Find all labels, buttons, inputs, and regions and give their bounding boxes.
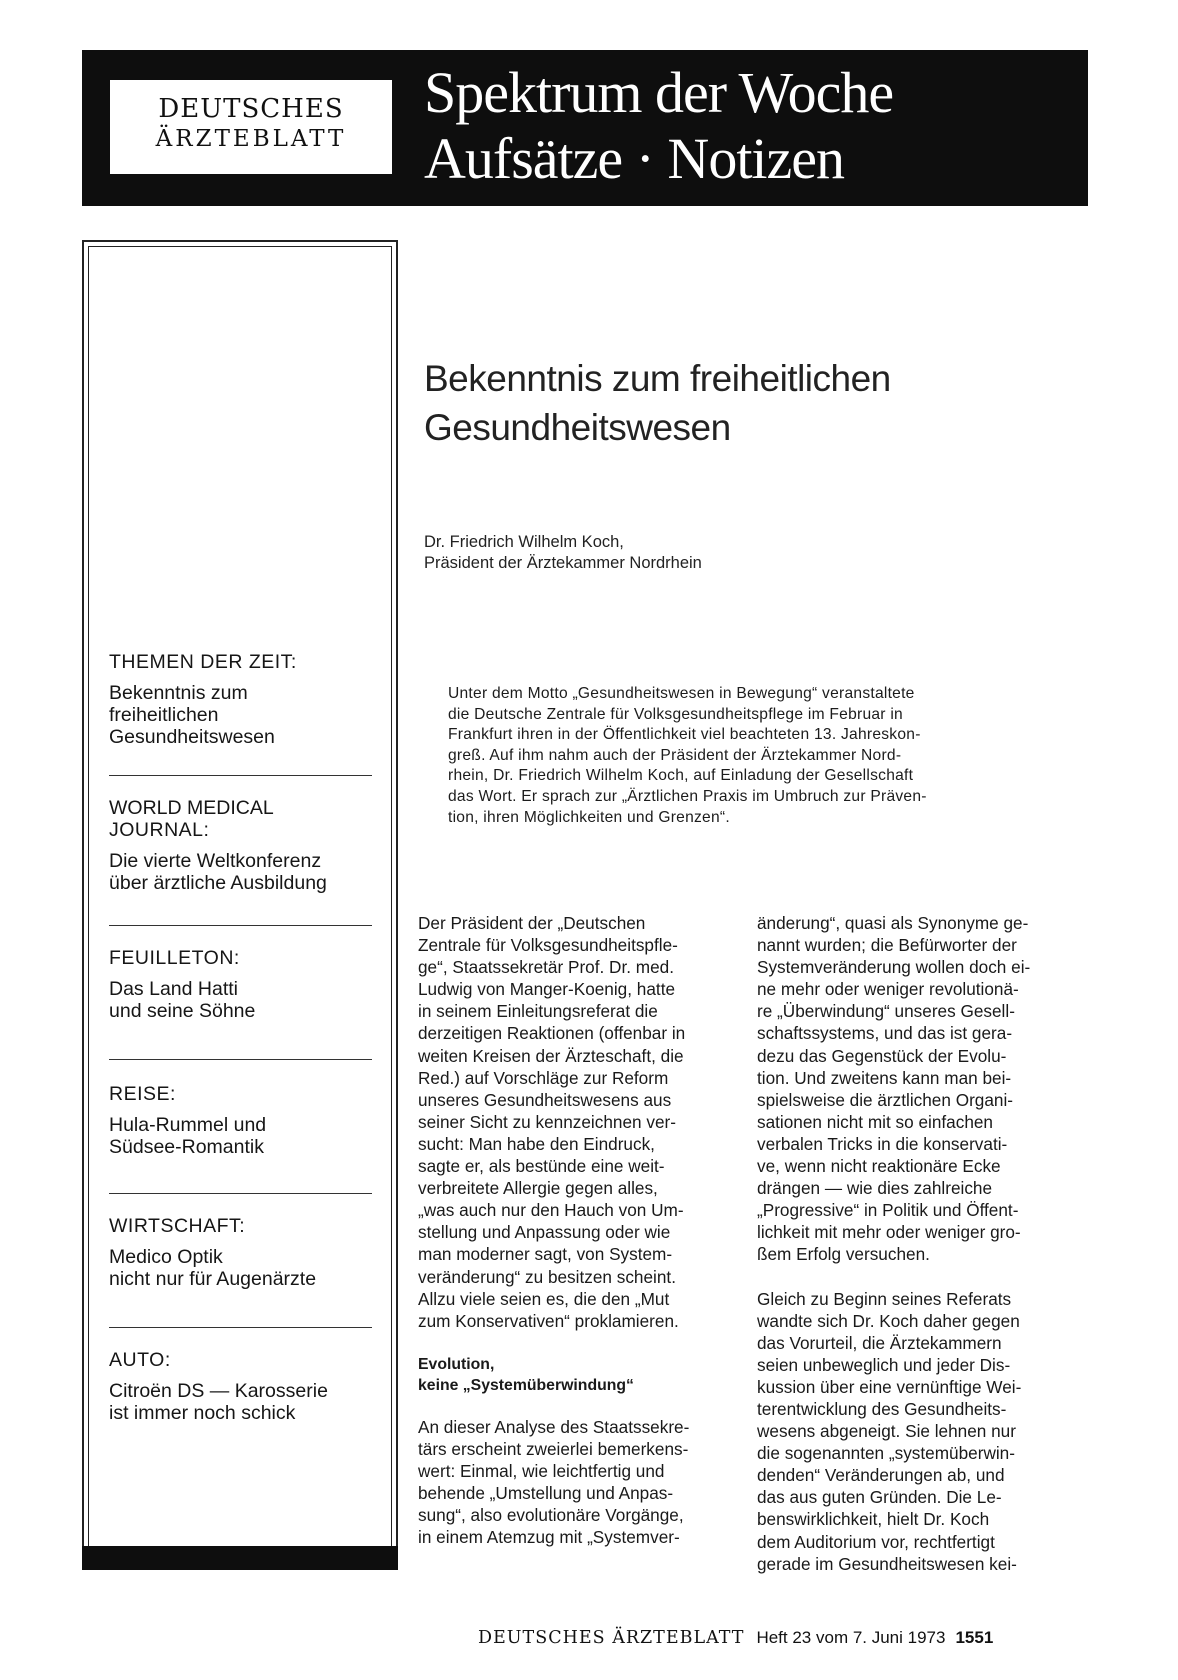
text-line: wesens abgeneigt. Sie lehnen nur	[757, 1421, 1016, 1442]
topic-item: Citroën DS — Karosserie	[109, 1380, 328, 1402]
author-name: Dr. Friedrich Wilhelm Koch,	[424, 533, 624, 551]
text-line: sung“, also evolutionäre Vorgänge,	[418, 1505, 684, 1526]
text-line: verbalen Tricks in die konservati-	[757, 1133, 1008, 1154]
text-line: tion. Und zweitens kann man bei-	[757, 1067, 1012, 1088]
divider	[109, 1059, 372, 1060]
topic-section: THEMEN DER ZEIT:	[109, 651, 297, 673]
subheading: keine „Systemüberwindung“	[418, 1376, 634, 1394]
topic-item: Bekenntnis zum	[109, 682, 248, 704]
text-line: rhein, Dr. Friedrich Wilhelm Koch, auf Einladung der Gesellschaft	[448, 767, 914, 785]
topic-reise	[109, 1083, 379, 1158]
headline-line: Gesundheitswesen	[424, 407, 731, 448]
text-line: zum Konservativen“ proklamieren.	[418, 1310, 679, 1331]
topic-item: nicht nur für Augenärzte	[109, 1268, 317, 1290]
author-title: Präsident der Ärztekammer Nordrhein	[424, 554, 702, 572]
text-line: stellung und Anpassung oder wie	[418, 1222, 671, 1243]
text-line: An dieser Analyse des Staatssekre-	[418, 1416, 690, 1437]
text-line: terentwicklung des Gesundheits-	[757, 1398, 1007, 1419]
subheading: Evolution,	[418, 1355, 495, 1373]
topic-item: Die vierte Weltkonferenz	[109, 850, 322, 872]
footer-magazine-name: DEUTSCHES ÄRZTEBLATT	[478, 1628, 745, 1648]
text-line: Zentrale für Volksgesundheitspfle-	[418, 935, 678, 956]
topic-item: und seine Söhne	[109, 1000, 256, 1022]
text-line: Gleich zu Beginn seines Referats	[757, 1288, 1012, 1309]
text-line: spielsweise die ärztlichen Organi-	[757, 1089, 1014, 1110]
magazine-logo	[110, 80, 392, 174]
contents-sidebar	[82, 240, 398, 1570]
topic-item: über ärztliche Ausbildung	[109, 872, 327, 894]
text-line: die sogenannten „systemüberwin-	[757, 1443, 1015, 1464]
topic-item: ist immer noch schick	[109, 1402, 296, 1424]
text-line: denden“ Veränderungen ab, und	[757, 1465, 1005, 1486]
topic-world-medical-journal	[109, 797, 379, 894]
text-line: wandte sich Dr. Koch daher gegen	[757, 1310, 1020, 1331]
text-line: gerade im Gesundheitswesen kei-	[757, 1553, 1017, 1574]
topic-item: Südsee-Romantik	[109, 1136, 264, 1158]
text-line: schaftssystems, und das ist gera-	[757, 1023, 1013, 1044]
text-line: seiner Sicht zu kennzeichnen ver-	[418, 1111, 676, 1132]
text-line: derzeitigen Reaktionen (offenbar in	[418, 1023, 686, 1044]
topic-feuilleton	[109, 947, 379, 1022]
text-line: sucht: Man habe den Eindruck,	[418, 1133, 655, 1154]
paragraph-gap	[418, 1396, 730, 1416]
text-line: sationen nicht mit so einfachen	[757, 1111, 993, 1132]
text-line: sagte er, als bestünde eine weit-	[418, 1156, 665, 1177]
text-line: behende „Umstellung und Anpas-	[418, 1483, 674, 1504]
paragraph-gap	[418, 1332, 730, 1354]
topic-auto	[109, 1349, 379, 1424]
body-column-left	[418, 912, 730, 1548]
topic-section: REISE:	[109, 1083, 176, 1105]
text-line: man moderner sagt, von System-	[418, 1244, 673, 1265]
topic-item: Das Land Hatti	[109, 978, 238, 1000]
text-line: ßem Erfolg versuchen.	[757, 1244, 930, 1265]
section-title	[424, 60, 893, 192]
footer-issue: Heft 23 vom 7. Juni 1973	[756, 1628, 946, 1647]
page-number: 1551	[955, 1628, 994, 1647]
topic-section: JOURNAL:	[109, 819, 210, 841]
text-line: Ludwig von Manger-Koenig, hatte	[418, 979, 676, 1000]
text-line: das aus guten Gründen. Die Le-	[757, 1487, 1002, 1508]
text-line: Frankfurt ihren in der Öffentlichkeit viel beachteten 13. Jahreskon-	[448, 726, 921, 744]
text-line: dezu das Gegenstück der Evolu-	[757, 1045, 1007, 1066]
text-line: greß. Auf ihm nahm auch der Präsident der Ärztekammer Nord-	[448, 746, 902, 764]
paragraph-gap	[757, 1266, 1075, 1288]
text-line: seien unbeweglich und jeder Dis-	[757, 1354, 1011, 1375]
body-column-right	[757, 912, 1075, 1575]
sidebar-frame	[88, 246, 392, 1564]
text-line: Allzu viele seien es, die den „Mut	[418, 1288, 670, 1309]
logo-line-1: DEUTSCHES	[158, 94, 344, 124]
text-line: Systemveränderung wollen doch ei-	[757, 957, 1031, 978]
text-line: die Deutsche Zentrale für Volksgesundheitspflege im Februar in	[448, 705, 903, 723]
page-footer	[478, 1628, 993, 1648]
topic-item: Medico Optik	[109, 1246, 223, 1268]
text-line: in seinem Einleitungsreferat die	[418, 1001, 658, 1022]
topic-section: AUTO:	[109, 1349, 171, 1371]
text-line: ve, wenn nicht reaktionäre Ecke	[757, 1156, 1001, 1177]
text-line: „Progressive“ in Politik und Öffent-	[757, 1200, 1019, 1221]
topic-section: WIRTSCHAFT:	[109, 1215, 246, 1237]
section-title-line-2: Aufsätze · Notizen	[424, 126, 845, 191]
topic-item: Hula-Rummel und	[109, 1114, 267, 1136]
text-line: Der Präsident der „Deutschen	[418, 913, 646, 933]
text-line: „was auch nur den Hauch von Um-	[418, 1200, 684, 1221]
text-line: das Vorurteil, die Ärztekammern	[757, 1332, 1002, 1353]
text-line: unseres Gesundheitswesens aus	[418, 1089, 672, 1110]
divider	[109, 1327, 372, 1328]
text-line: tärs erscheint zweierlei bemerkens-	[418, 1438, 689, 1459]
text-line: verbreitete Allergie gegen alles,	[418, 1178, 658, 1199]
topic-wirtschaft	[109, 1215, 379, 1290]
topic-section: FEUILLETON:	[109, 947, 240, 969]
text-line: Red.) auf Vorschläge zur Reform	[418, 1067, 669, 1088]
article-headline	[424, 354, 891, 452]
topic-themen-der-zeit	[109, 651, 379, 748]
text-line: veränderung“ zu besitzen scheint.	[418, 1266, 676, 1287]
topic-item: Gesundheitswesen	[109, 726, 275, 748]
text-line: das Wort. Er sprach zur „Ärztlichen Praxis im Umbruch zur Präven-	[448, 787, 927, 805]
text-line: kussion über eine vernünftige Wei-	[757, 1376, 1022, 1397]
sidebar-footer-bar	[82, 1546, 398, 1570]
text-line: Unter dem Motto „Gesundheitswesen in Bewegung“ veranstaltete	[448, 685, 915, 702]
author-byline	[424, 532, 702, 574]
text-line: lichkeit mit mehr oder weniger gro-	[757, 1222, 1021, 1243]
text-line: drängen — wie dies zahlreiche	[757, 1178, 993, 1199]
text-line: wert: Einmal, wie leichtfertig und	[418, 1460, 665, 1481]
text-line: re „Überwindung“ unseres Gesell-	[757, 1001, 1015, 1022]
text-line: weiten Kreisen der Ärzteschaft, die	[418, 1045, 684, 1066]
text-line: ne mehr oder weniger revolutionä-	[757, 979, 1019, 1000]
divider	[109, 775, 372, 776]
text-line: tion, ihren Möglichkeiten und Grenzen“.	[448, 808, 730, 826]
text-line: änderung“, quasi als Synonyme ge-	[757, 913, 1029, 933]
divider	[109, 925, 372, 926]
section-title-line-1: Spektrum der Woche	[424, 60, 894, 125]
topic-section: WORLD MEDICAL	[109, 797, 274, 819]
lead-paragraph	[448, 684, 1018, 828]
text-line: in einem Atemzug mit „Systemver-	[418, 1527, 680, 1548]
masthead	[82, 50, 1088, 206]
text-line: nannt wurden; die Befürworter der	[757, 935, 1017, 956]
topic-item: freiheitlichen	[109, 704, 219, 726]
logo-line-2: ÄRZTEBLATT	[155, 126, 347, 152]
text-line: ge“, Staatssekretär Prof. Dr. med.	[418, 957, 674, 978]
text-line: dem Auditorium vor, rechtfertigt	[757, 1531, 995, 1552]
text-line: benswirklichkeit, hielt Dr. Koch	[757, 1509, 990, 1530]
headline-line: Bekenntnis zum freiheitlichen	[424, 358, 891, 399]
divider	[109, 1193, 372, 1194]
